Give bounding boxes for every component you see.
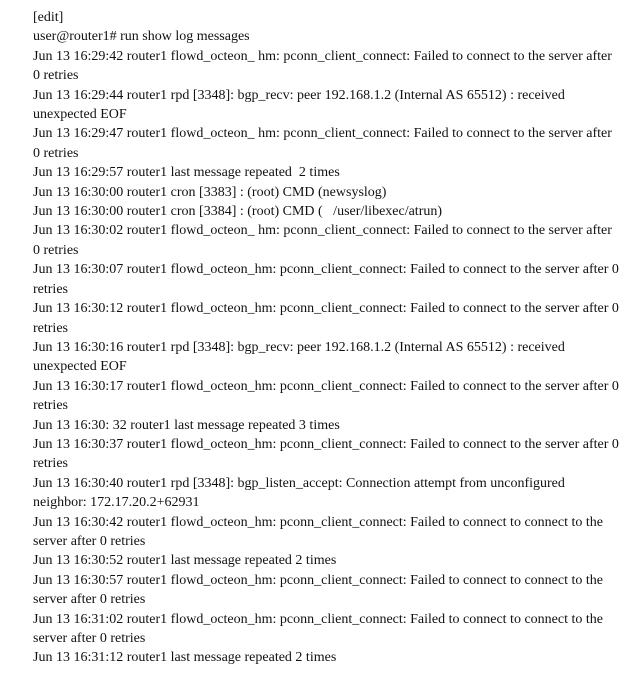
log-line: Jun 13 16:29:42 router1 flowd_octeon_ hm: pconn_client_connect: Failed to connect to the server after 0 retries xyxy=(33,48,616,84)
log-line: Jun 13 16:29:44 router1 rpd [3348]: bgp_recv: peer 192.168.1.2 (Internal AS 65512) : received unexpected EOF xyxy=(33,87,569,123)
log-line: Jun 13 16:29:57 router1 last message repeated 2 times xyxy=(33,165,340,181)
log-line: Jun 13 16:30:02 router1 flowd_octeon_ hm: pconn_client_connect: Failed to connect to the server after 0 retries xyxy=(33,223,616,258)
log-line: Jun 13 16:30:12 router1 flowd_octeon_hm: pconn_client_connect: Failed to connect to the server after 0 retries xyxy=(33,301,623,336)
log-line: Jun 13 16:30:17 router1 flowd_octeon_hm: pconn_client_connect: Failed to connect to the server after 0 retries xyxy=(33,378,623,414)
command-prompt-line: user@router1# run show log messages xyxy=(33,29,250,45)
log-line: Jun 13 16:31:12 router1 last message repeated 2 times xyxy=(33,650,337,666)
log-line: Jun 13 16:30:00 router1 cron [3384] : (root) CMD ( /user/libexec/atrun) xyxy=(33,204,443,220)
log-line: Jun 13 16:30:52 router1 last message repeated 2 times xyxy=(33,553,337,569)
edit-mode-indicator: [edit] xyxy=(33,10,64,25)
log-line: Jun 13 16:30:40 router1 rpd [3348]: bgp_listen_accept: Connection attempt from unconfigured neighbor: 172.17.20.2+62931 xyxy=(33,475,569,511)
log-line: Jun 13 16:30:16 router1 rpd [3348]: bgp_recv: peer 192.168.1.2 (Internal AS 65512) : received unexpected EOF xyxy=(33,339,569,375)
terminal-output xyxy=(33,8,623,668)
log-line: Jun 13 16:30: 32 router1 last message repeated 3 times xyxy=(33,417,340,433)
log-line: Jun 13 16:30:00 router1 cron [3383] : (root) CMD (newsyslog) xyxy=(33,184,387,200)
log-line: Jun 13 16:30:07 router1 flowd_octeon_hm: pconn_client_connect: Failed to connect to the server after 0 retries xyxy=(33,262,623,297)
log-line: Jun 13 16:31:02 router1 flowd_octeon_hm: pconn_client_connect: Failed to connect to connect to the server after 0 retries xyxy=(33,611,607,646)
log-line: Jun 13 16:30:37 router1 flowd_octeon_hm: pconn_client_connect: Failed to connect to the server after 0 retries xyxy=(33,436,623,472)
log-line: Jun 13 16:29:47 router1 flowd_octeon_ hm: pconn_client_connect: Failed to connect to the server after 0 retries xyxy=(33,126,616,161)
log-line: Jun 13 16:30:42 router1 flowd_octeon_hm: pconn_client_connect: Failed to connect to connect to the server after 0 retries xyxy=(33,514,607,549)
log-line: Jun 13 16:30:57 router1 flowd_octeon_hm: pconn_client_connect: Failed to connect to connect to the server after 0 retries xyxy=(33,572,607,608)
